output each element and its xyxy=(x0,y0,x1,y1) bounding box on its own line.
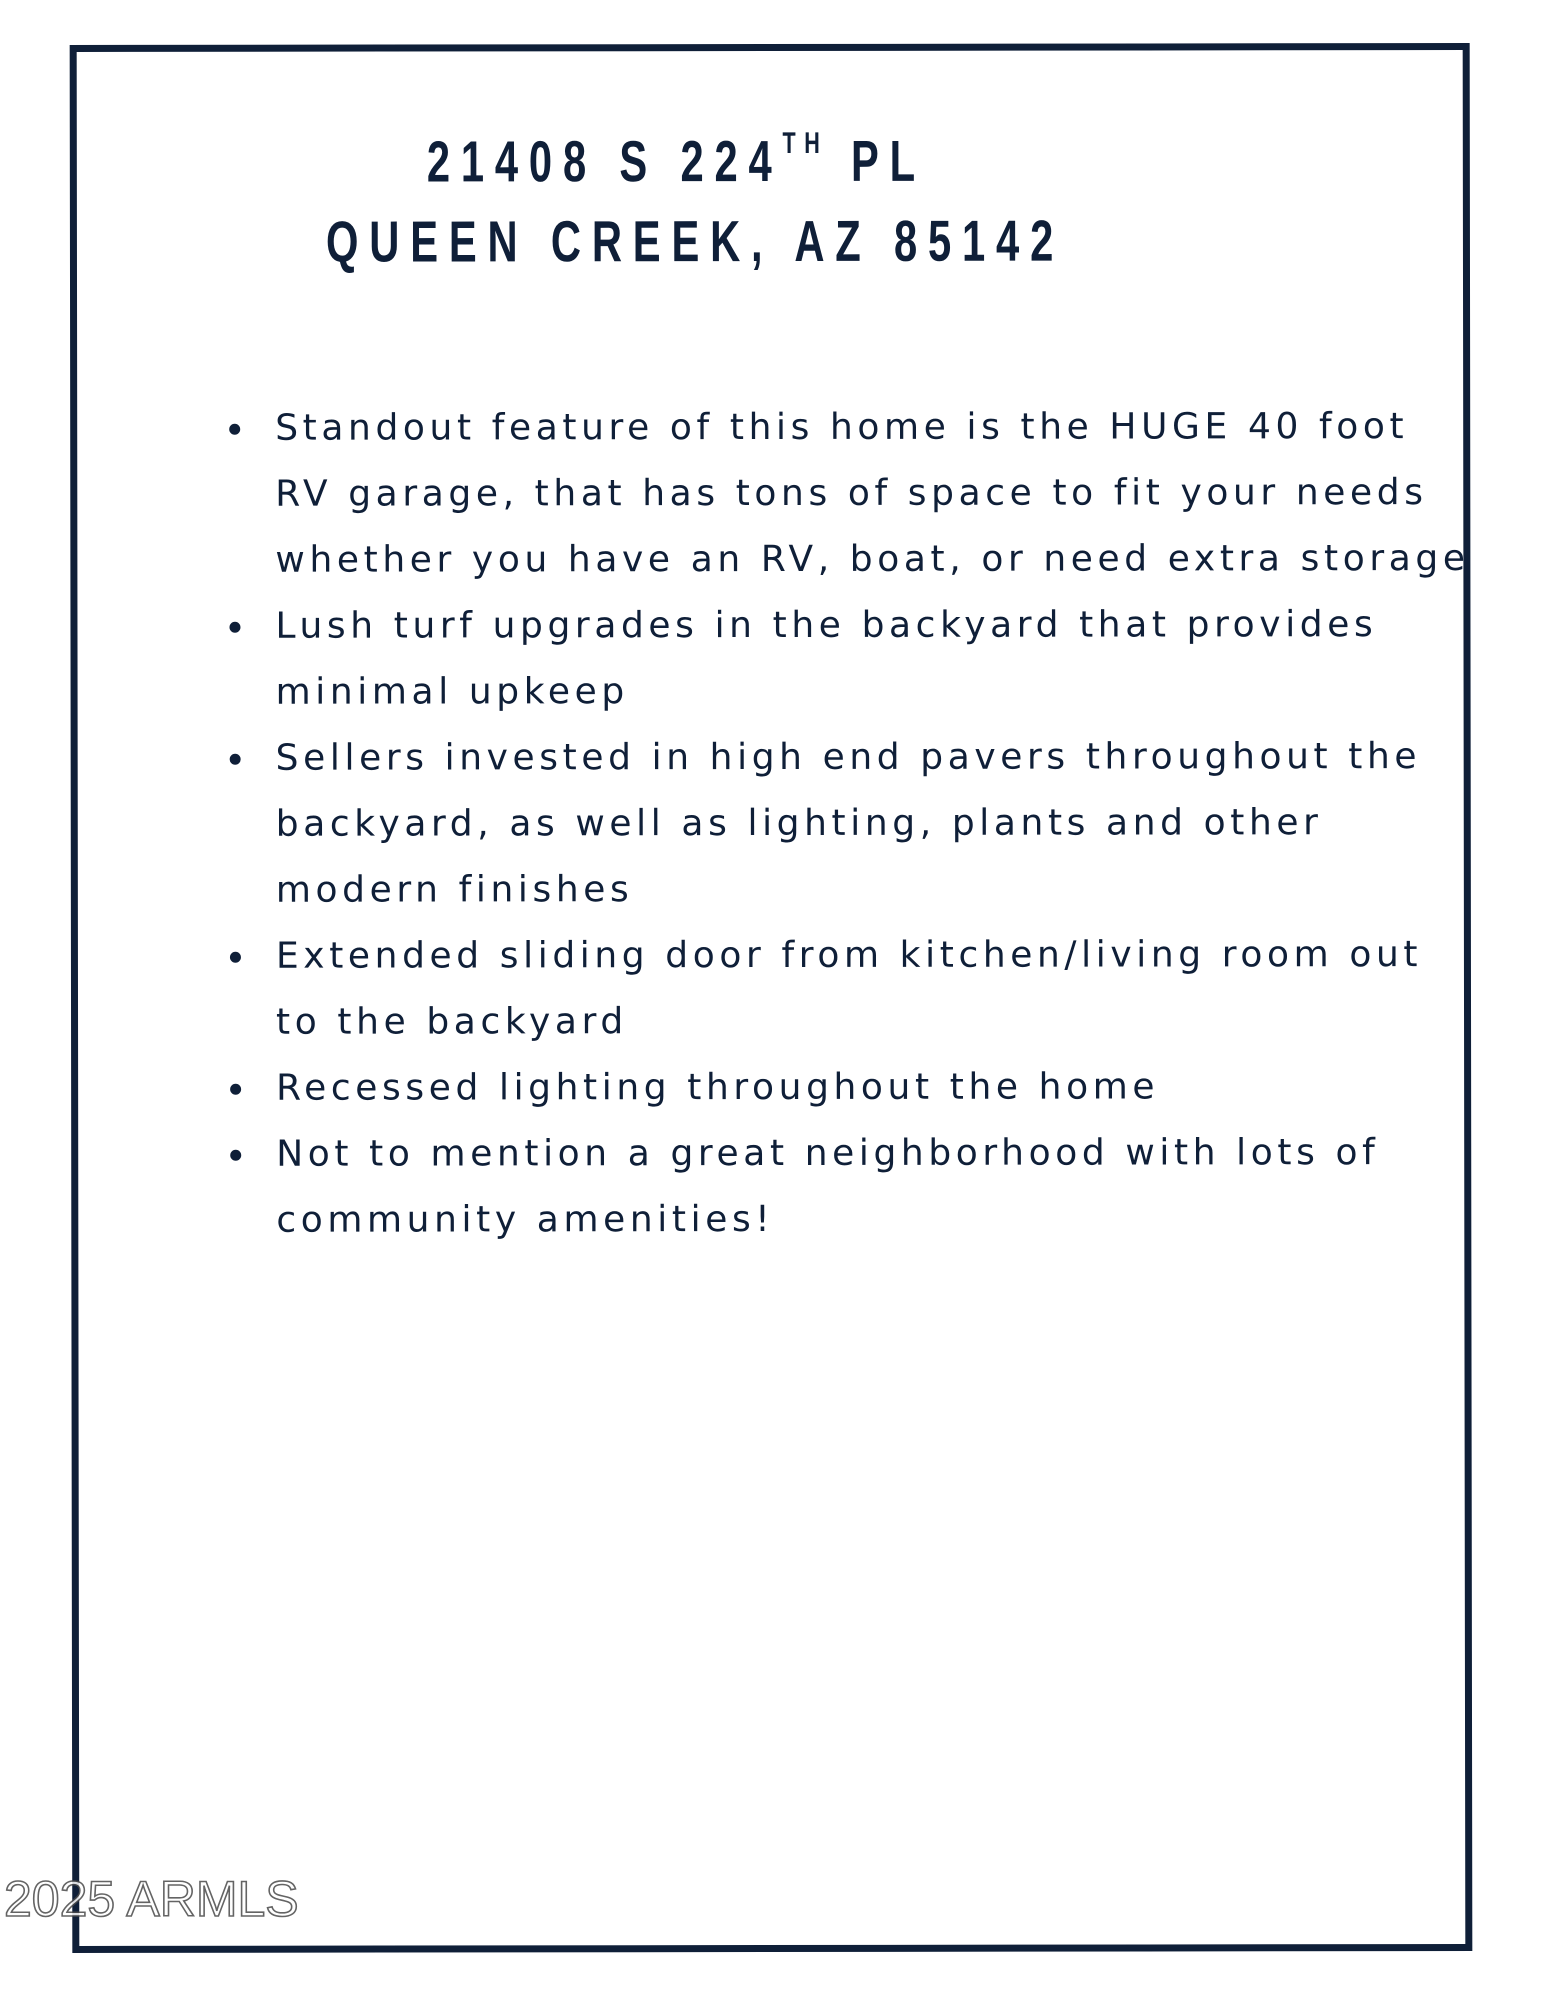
property-address xyxy=(77,50,1477,275)
feature-list xyxy=(201,394,1472,1254)
list-item xyxy=(202,922,1472,1056)
list-item xyxy=(202,724,1472,924)
address-street-number: 21408 S 224 xyxy=(426,128,783,195)
address-street-type: PL xyxy=(828,128,926,194)
address-ordinal-suffix: TH xyxy=(782,126,829,160)
list-item xyxy=(201,394,1471,594)
bullet-icon xyxy=(229,622,240,633)
feature-text: Lush turf upgrades in the backyard that provides minimal upkeep xyxy=(275,604,1378,713)
feature-text: Recessed lighting throughout the home xyxy=(276,1066,1160,1109)
address-street xyxy=(426,126,926,195)
list-item xyxy=(201,592,1471,726)
feature-text: Sellers invested in high end pavers throughout the backyard, as well as lighting, plants and other modern finishes xyxy=(275,736,1422,911)
bullet-icon xyxy=(230,1150,241,1161)
address-city-state-zip: QUEEN CREEK, AZ 85142 xyxy=(325,208,1065,275)
bullet-icon xyxy=(230,754,241,765)
copyright-watermark: 2025 ARMLS xyxy=(4,1871,299,1927)
feature-text: Standout feature of this home is the HUGE 40 foot RV garage, that has tons of space to fit your needs whether you have an RV, boat, or need extra storage xyxy=(275,406,1470,581)
bullet-icon xyxy=(230,952,241,963)
list-item xyxy=(202,1054,1472,1122)
page-frame xyxy=(70,43,1473,1953)
feature-text: Not to mention a great neighborhood with lots of community amenities! xyxy=(276,1132,1380,1241)
list-item xyxy=(202,1120,1472,1254)
bullet-icon xyxy=(230,1084,241,1095)
feature-text: Extended sliding door from kitchen/living room out to the backyard xyxy=(275,934,1423,1043)
bullet-icon xyxy=(229,424,240,435)
